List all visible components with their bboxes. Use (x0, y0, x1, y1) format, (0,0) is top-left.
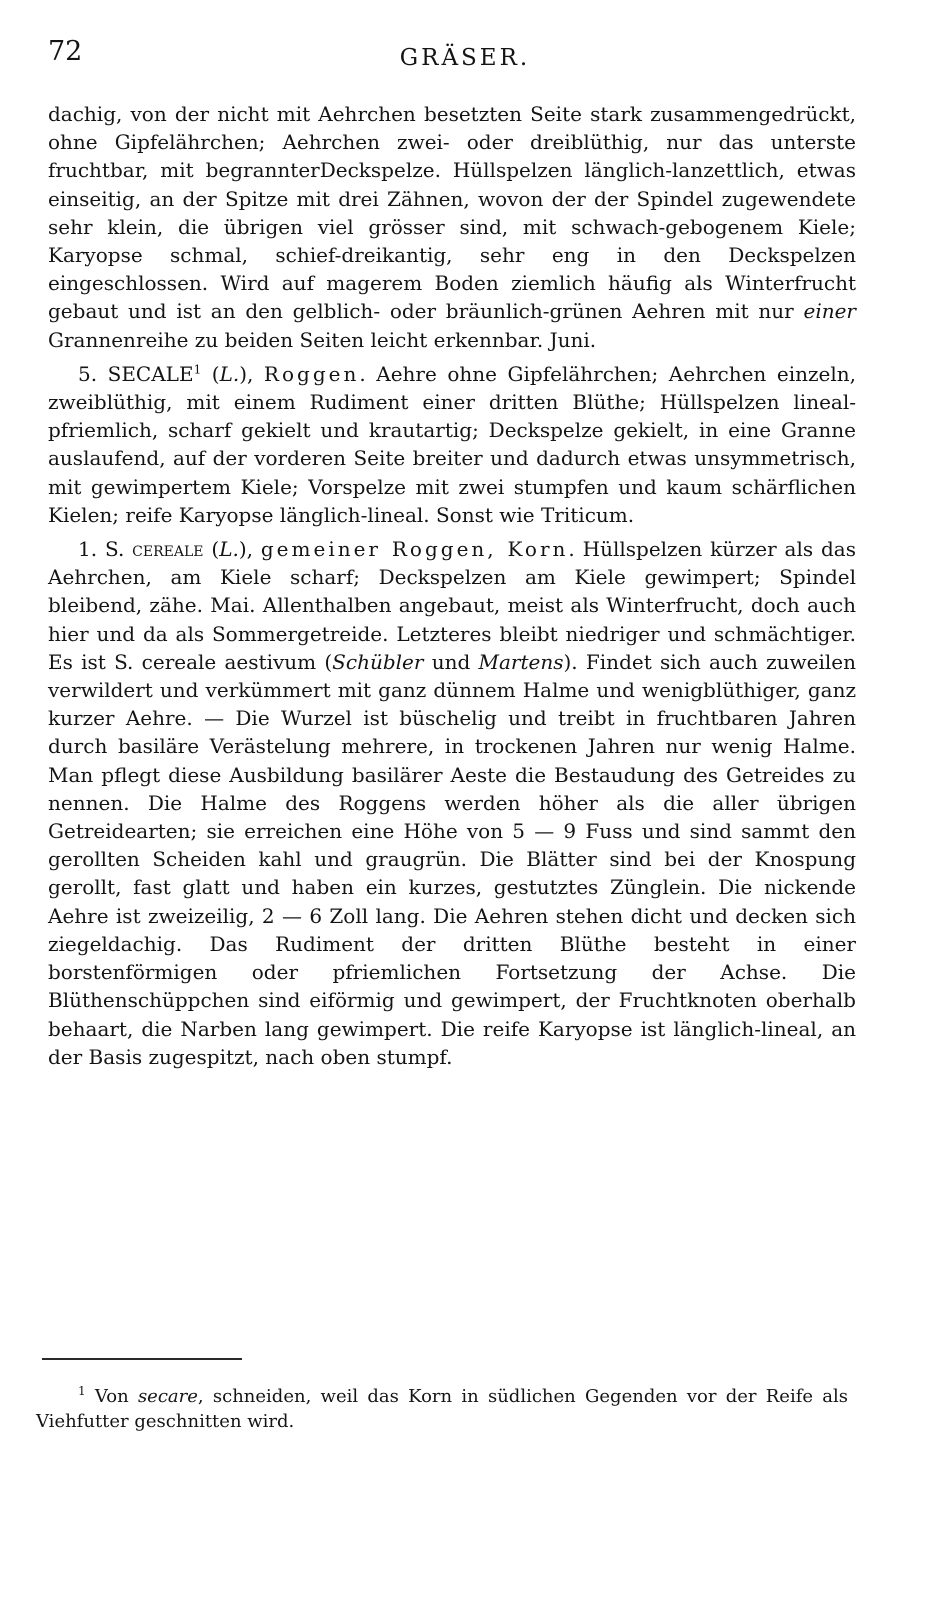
footnote-marker: 1 (78, 1384, 86, 1398)
common-name: gemeiner Roggen, Korn (260, 537, 569, 562)
paragraph-continuation: dachig, von der nicht mit Aehrchen besetzten Seite stark zusammengedrückt, ohne Gipfelährchen; Aehrchen zwei- oder dreiblüthig, nur das unterste fruchtbar, mit begrannterDeckspelze. Hüllspelzen länglich-lanzettlich, etwas einseitig, an der Spitze mit drei Zähnen, wovon der der Spindel zugewendete sehr klein, die übrigen viel grösser sind, mit schwach-gebogenem Kiele; Karyopse schmal, schief-dreikantig, sehr eng in den Deckspelzen eingeschlossen. Wird auf magerem Boden ziemlich häufig als Winterfrucht gebaut und ist an den gelblich- oder bräunlich-grünen Aehren mit nur einer Grannenreihe zu beiden Seiten leicht erkennbar. Juni. (48, 102, 856, 352)
species-entry-cereale: 1. S. cereale (L.), gemeiner Roggen, Korn. Hüllspelzen kürzer als das Aehrchen, am Kiele scharf; Deckspelzen am Kiele gewimpert; Spindel bleibend, zähe. Mai. Allenthalben angebaut, meist als Winterfrucht, doch auch hier und da als Sommergetreide. Letzteres bleibt niedriger und schmächtiger. Es ist S. cereale aestivum (Schübler und Martens). Findet sich auch zuweilen verwildert und verkümmert mit ganz dünnem Halme und wenigblüthiger, ganz kurzer Aehre. — Die Wurzel ist büschelig und treibt in fruchtbaren Jahren durch basiläre Verästelung mehrere, in trockenen Jahren nur wenig Halme. Man pflegt diese Ausbildung basilärer Aeste die Bestaudung des Getreides zu nennen. Die Halme des Roggens werden höher als die aller übrigen Getreidearten; sie erreichen eine Höhe von 5 — 9 Fuss und sind sammt den gerollten Scheiden kahl und graugrün. Die Blätter sind bei der Knospung gerollt, fast glatt und haben ein kurzes, gestutztes Zünglein. Die nickende Aehre ist zweizeilig, 2 — 6 Zoll lang. Die Aehren stehen dicht und decken sich ziegeldachig. Das Rudiment der dritten Blüthe besteht in einer borstenförmigen oder pfriemlichen Fortsetzung der Achse. Die Blüthenschüppchen sind eiförmig und gewimpert, der Fruchtknoten oberhalb behaart, die Narben lang gewimpert. Die reife Karyopse ist länglich-lineal, an der Basis zugespitzt, nach oben stumpf. (48, 537, 857, 1069)
page-number: 72 (48, 36, 83, 67)
genus-entry-secale: 5. SECALE$^1$ (L.), Roggen. Aehre ohne Gipfelährchen; Aehrchen einzeln, zweiblüthig, mit einem Rudiment einer dritten Blüthe; Hüllspelzen lineal-pfriemlich, scharf gekielt und krautartig; Deckspelze gekielt, in eine Granne auslaufend, auf der vorderen Seite breiter und dadurch etwas unsymmetrisch, mit gewimpertem Kiele; Vorspelze mit zwei stumpfen und kaum schärflichen Kielen; reife Karyopse länglich-lineal. Sonst wie Triticum. (48, 361, 856, 527)
footnote-reference: 1 (193, 362, 202, 377)
footnote-divider (42, 1358, 242, 1360)
running-head: GRÄSER. (399, 45, 531, 71)
genus-name: 5. SECALE (78, 361, 194, 386)
footnote-term: secare (137, 1386, 198, 1407)
species-name: 1. S. cereale (78, 537, 204, 562)
footnote: $^1$ Von secare, schneiden, weil das Korn in südlichen Gegenden vor der Reife als Viehfutter geschnitten wird. (36, 1384, 848, 1432)
author-citation: Schübler (332, 649, 424, 674)
author-citation: Martens (478, 649, 564, 674)
authority: L. (219, 361, 240, 386)
common-name: Roggen (263, 361, 360, 386)
body-text (48, 100, 856, 1071)
emphasis: einer (803, 299, 856, 324)
authority: L. (219, 537, 239, 562)
